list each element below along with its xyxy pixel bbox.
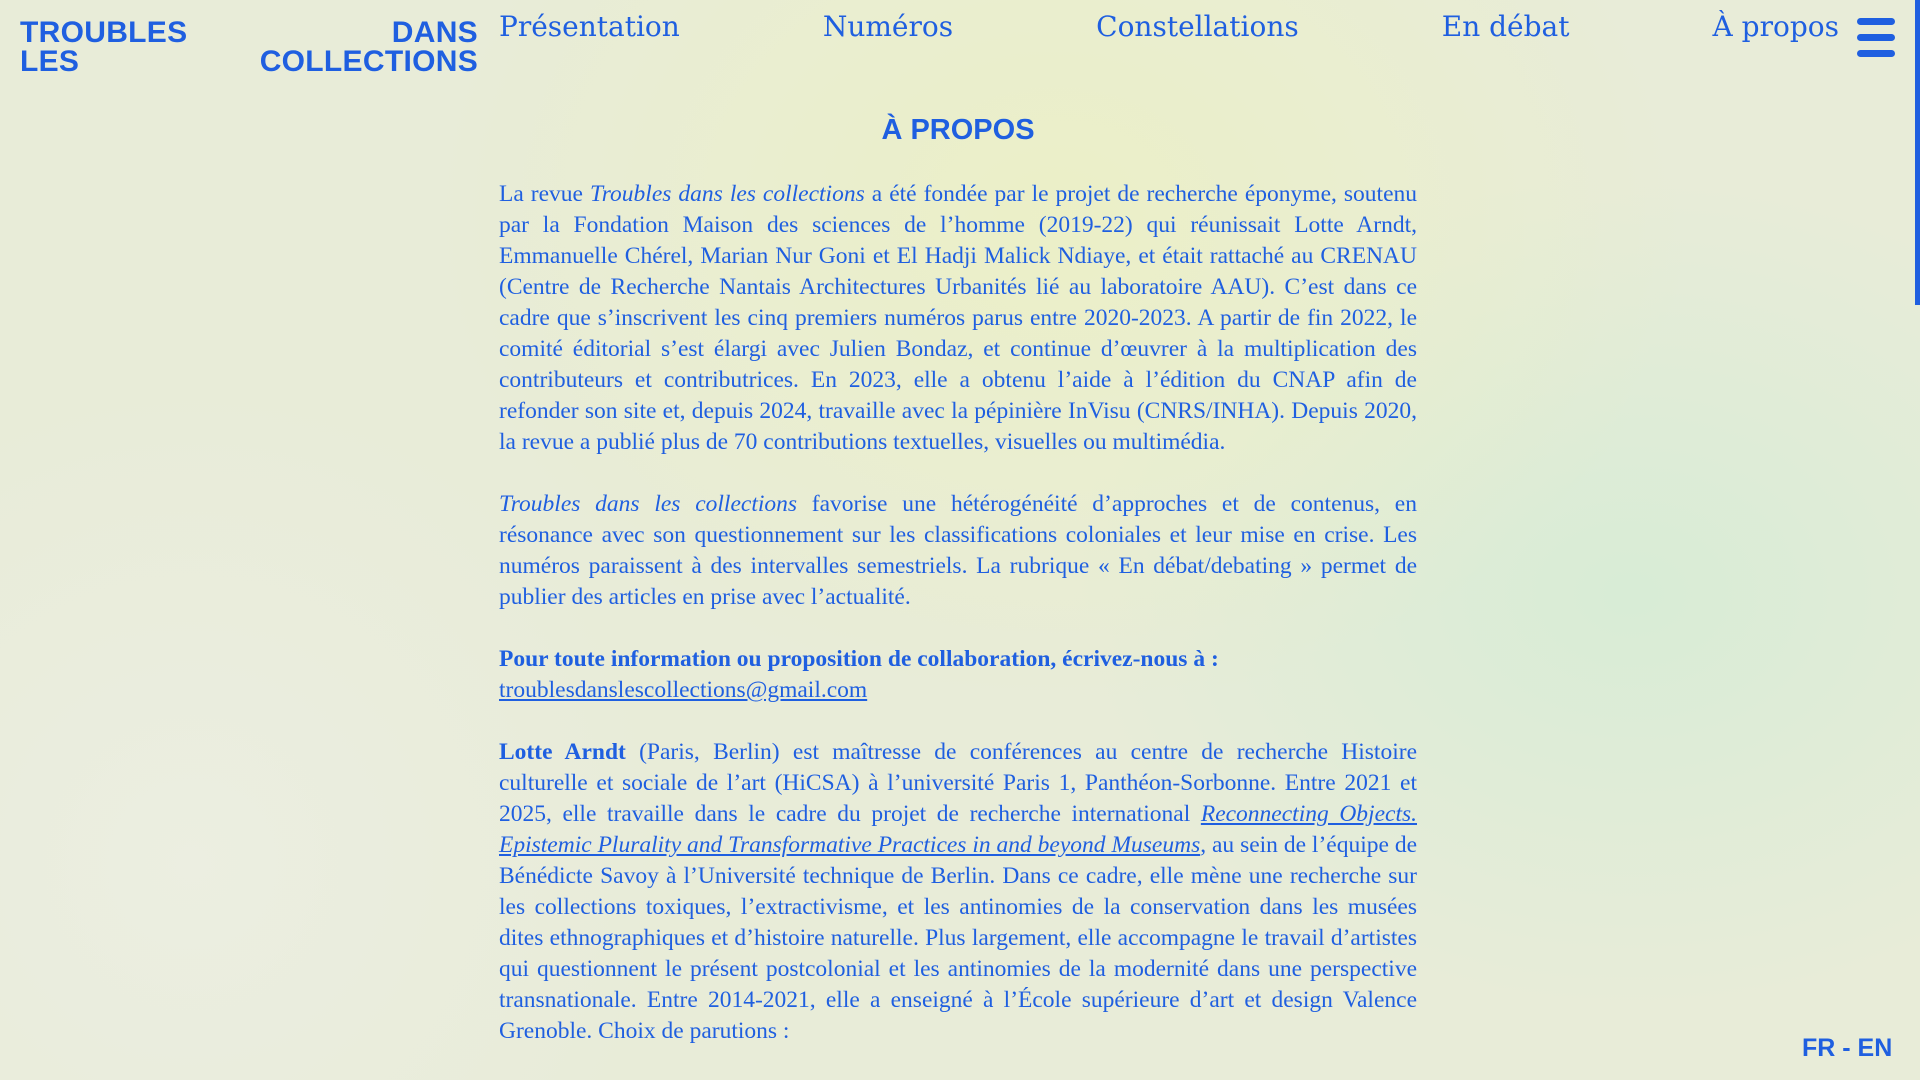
- intro-text-2: a été fondée par le projet de recherche éponyme, soutenu par la Fondation Maison des sciences de l’homme (2019-22) qui réunissait Lotte Arndt, Emmanuelle Chérel, Marian Nur Goni et El Hadji Malick Ndiaye, et était rattaché au CRENAU (Centre de Recherche Nantais Architectures Urbanités lié au laboratoire AAU). C’est dans ce cadre que s’inscrivent les cinq premiers numéros parus entre 2020-2023. A partir de fin 2022, le comité éditorial s’est élargi avec Julien Bondaz, et continue d’œuvrer à la multiplication des contributeurs et contributrices. En 2023, elle a obtenu l’aide à l’édition du CNAP afin de refonder son site et, depuis 2024, travaille avec la pépinière InVisu (CNRS/INHA). Depuis 2020, la revue a publié plus de 70 contributions textuelles, visuelles ou multimédia.: [499, 181, 1417, 455]
- logo-line-1: [20, 18, 478, 47]
- nav-item-constellations[interactable]: Constellations: [1096, 10, 1299, 43]
- intro-text-1: La revue: [499, 181, 590, 207]
- contact-email-link[interactable]: troublesdanslescollections@gmail.com: [499, 677, 868, 703]
- nav-item-presentation[interactable]: Présentation: [499, 10, 680, 43]
- bio-text-2: , au sein de l’équipe de Bénédicte Savoy à l’Université technique de Berlin. Dans ce cadre, elle mène une recherche sur les collections toxiques, l’extractivisme, et les antinomies de la conservation dans les musées dites ethnographiques et d’histoire naturelle. Plus largement, elle accompagne le travail d’artistes qui questionnent le présent postcolonial et les antinomies de la modernité dans une perspective transnationale. Entre 2014-2021, elle a enseigné à l’École supérieure d’art et design Valence Grenoble. Choix de parutions :: [499, 832, 1417, 1044]
- site-logo[interactable]: [20, 18, 478, 76]
- bio-name: Lotte Arndt: [499, 739, 626, 765]
- logo-word-collections: COLLECTIONS: [259, 45, 478, 78]
- menu-bar: [1857, 34, 1895, 41]
- intro-paragraph: [499, 179, 1417, 458]
- menu-bar: [1857, 18, 1895, 25]
- hamburger-menu-icon[interactable]: [1857, 18, 1895, 58]
- lang-fr-button[interactable]: FR: [1802, 1034, 1836, 1062]
- logo-word-troubles: TROUBLES: [20, 16, 188, 49]
- nav-item-a-propos[interactable]: À propos: [1712, 10, 1839, 43]
- project-link-label: Reconnecting Objects. Epistemic Plurality and Transformative Practices in and beyond Museums: [499, 801, 1417, 858]
- bio-paragraph: [499, 737, 1417, 1047]
- approach-text: favorise une hétérogénéité d’approches et de contenus, en résonance avec son questionnement sur les classifications coloniales et leur mise en crise. Les numéros paraissent à des intervalles semestriels. La rubrique « En débat/debating » permet de publier des articles en prise avec l’actualité.: [499, 491, 1417, 610]
- page-title: À PROPOS: [881, 114, 1035, 146]
- journal-title: Troubles dans les collections: [590, 181, 865, 207]
- bio-text-1: (Paris, Berlin) est maîtresse de conférences au centre de recherche Histoire culturelle et sociale de l’art (HiCSA) à l’université Paris 1, Panthéon-Sorbonne. Entre 2021 et 2025, elle travaille dans le cadre du projet de recherche international: [499, 739, 1418, 827]
- nav-item-en-debat[interactable]: En débat: [1441, 10, 1570, 43]
- language-switcher: [1802, 1034, 1892, 1063]
- logo-word-les: LES: [20, 45, 80, 78]
- approach-paragraph: [499, 489, 1417, 613]
- journal-title: Troubles dans les collections: [499, 491, 798, 517]
- lang-en-button[interactable]: EN: [1857, 1034, 1893, 1062]
- contact-prompt: Pour toute information ou proposition de collaboration, écrivez-nous à :: [499, 646, 1219, 672]
- lang-separator: -: [1835, 1034, 1858, 1062]
- scrollbar-thumb[interactable]: [1915, 0, 1920, 305]
- main-nav: [499, 10, 1839, 43]
- contact-paragraph: [499, 644, 1417, 706]
- nav-item-numeros[interactable]: Numéros: [822, 10, 954, 43]
- logo-line-2: [20, 47, 478, 76]
- about-content: [499, 179, 1417, 1078]
- logo-word-dans: DANS: [391, 16, 478, 49]
- menu-bar: [1857, 50, 1895, 57]
